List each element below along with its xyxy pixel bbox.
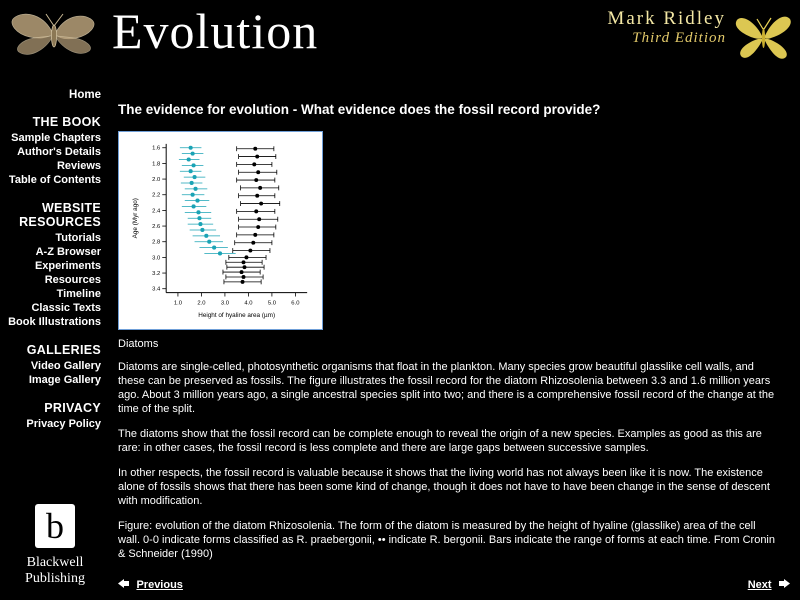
svg-text:2.8: 2.8	[152, 239, 161, 246]
next-arrow-icon	[776, 578, 790, 589]
svg-text:2.6: 2.6	[152, 224, 161, 231]
rhizosolenia-scatter-chart	[123, 136, 319, 322]
svg-text:b: b	[46, 506, 64, 546]
sidebar-item-sample-chapters[interactable]: Sample Chapters	[11, 132, 101, 144]
site-title: Evolution	[112, 3, 319, 59]
sidebar-item-authors-details[interactable]: Author's Details	[17, 146, 101, 158]
page-title: The evidence for evolution - What evidence does the fossil record provide?	[118, 102, 601, 117]
svg-text:1.0: 1.0	[173, 300, 183, 307]
sidebar-item-tutorials[interactable]: Tutorials	[55, 232, 101, 244]
svg-text:2.0: 2.0	[197, 300, 206, 307]
figure-label: Diatoms	[118, 338, 159, 350]
svg-text:2.4: 2.4	[152, 208, 161, 215]
sidebar-heading-galleries: GALLERIES	[26, 343, 101, 357]
paragraph-3: In other respects, the fossil record is valuable because it shows that the living world has not always been like it is now. The existence alone of fossils shows that there has been some kind of change, though it does not have to have been change in the sense of descent with modification.	[118, 467, 770, 507]
figure-caption: Figure: evolution of the diatom Rhizosolenia. The form of the diatom is measured by the height of hyaline (glasslike) area of the cell wall. 0-0 indicate forms classified as R. praebergonii, •• indicate R. bergonii. Bars indicate the range of forms at each time. From Cronin & Schneider (1990)	[118, 520, 775, 560]
sidebar-item-video-gallery[interactable]: Video Gallery	[30, 360, 101, 372]
sidebar-heading-privacy: PRIVACY	[44, 401, 101, 415]
publisher-name-line1: Blackwell	[26, 555, 84, 570]
blackwell-logo	[35, 504, 75, 548]
svg-text:2.2: 2.2	[152, 192, 161, 199]
publisher-block	[0, 504, 110, 587]
edition-label: Third Edition	[632, 30, 726, 46]
pager	[118, 575, 790, 593]
svg-text:Age (Myr ago): Age (Myr ago)	[131, 198, 139, 239]
author-name: Mark Ridley	[607, 8, 726, 29]
sidebar-item-image-gallery[interactable]: Image Gallery	[28, 374, 101, 386]
svg-text:1.6: 1.6	[152, 145, 161, 152]
publisher-name-line2: Publishing	[25, 571, 85, 586]
sidebar-item-timeline[interactable]: Timeline	[56, 288, 101, 300]
sidebar-item-resources[interactable]: Resources	[44, 274, 101, 286]
svg-text:1.8: 1.8	[152, 161, 161, 168]
svg-text:3.0: 3.0	[220, 300, 229, 307]
sidebar-item-privacy-policy[interactable]: Privacy Policy	[26, 418, 101, 430]
main-content	[110, 72, 800, 600]
moth-icon	[6, 4, 102, 66]
sidebar-item-book-illustrations[interactable]: Book Illustrations	[8, 316, 101, 328]
svg-text:2.0: 2.0	[152, 177, 161, 184]
previous-arrow-icon	[118, 578, 132, 589]
svg-text:3.2: 3.2	[152, 271, 161, 278]
next-page-link[interactable]	[748, 575, 790, 593]
site-banner	[0, 0, 800, 72]
sidebar-item-reviews[interactable]: Reviews	[56, 160, 101, 172]
sidebar-item-experiments[interactable]: Experiments	[34, 260, 101, 272]
paragraph-2: The diatoms show that the fossil record can be complete enough to reveal the origin of a new species. Examples as good as this are rare: in other cases, the fossil record is less complete and there are large gaps between successive samples.	[118, 428, 762, 454]
sidebar-heading-website-resources: WEBSITE RESOURCES	[19, 201, 101, 229]
sidebar-item-classic-texts[interactable]: Classic Texts	[31, 302, 101, 314]
publisher-name	[0, 555, 110, 587]
sidebar-item-table-of-contents[interactable]: Table of Contents	[8, 174, 101, 186]
svg-text:3.0: 3.0	[152, 255, 161, 262]
sidebar	[0, 72, 110, 600]
svg-text:6.0: 6.0	[291, 300, 300, 307]
sidebar-item-home[interactable]: Home	[69, 89, 101, 101]
sidebar-item-a-z-browser[interactable]: A-Z Browser	[35, 246, 101, 258]
figure-container	[118, 131, 323, 330]
paragraph-1: Diatoms are single-celled, photosynthetic organisms that float in the plankton. Many species grow beautiful glasslike cell walls, and these can be preserved as fossils. The figure illustrates the fossil record for the diatom Rhizosolenia between 3.3 and 1.6 million years ago. About 3 million years ago, a single ancestral species split into two; and there is a comprehensive fossil record of the change at the time of the split.	[118, 361, 775, 415]
svg-text:3.4: 3.4	[152, 286, 161, 293]
previous-page-link[interactable]	[118, 575, 183, 593]
butterfly-icon	[732, 8, 794, 66]
svg-text:4.0: 4.0	[244, 300, 253, 307]
sidebar-heading-the-book: THE BOOK	[32, 115, 101, 129]
svg-text:Height of hyaline area (µm): Height of hyaline area (µm)	[198, 312, 276, 320]
next-label[interactable]: Next	[747, 579, 772, 591]
previous-label[interactable]: Previous	[136, 579, 183, 591]
author-block	[607, 8, 726, 47]
svg-text:5.0: 5.0	[267, 300, 276, 307]
